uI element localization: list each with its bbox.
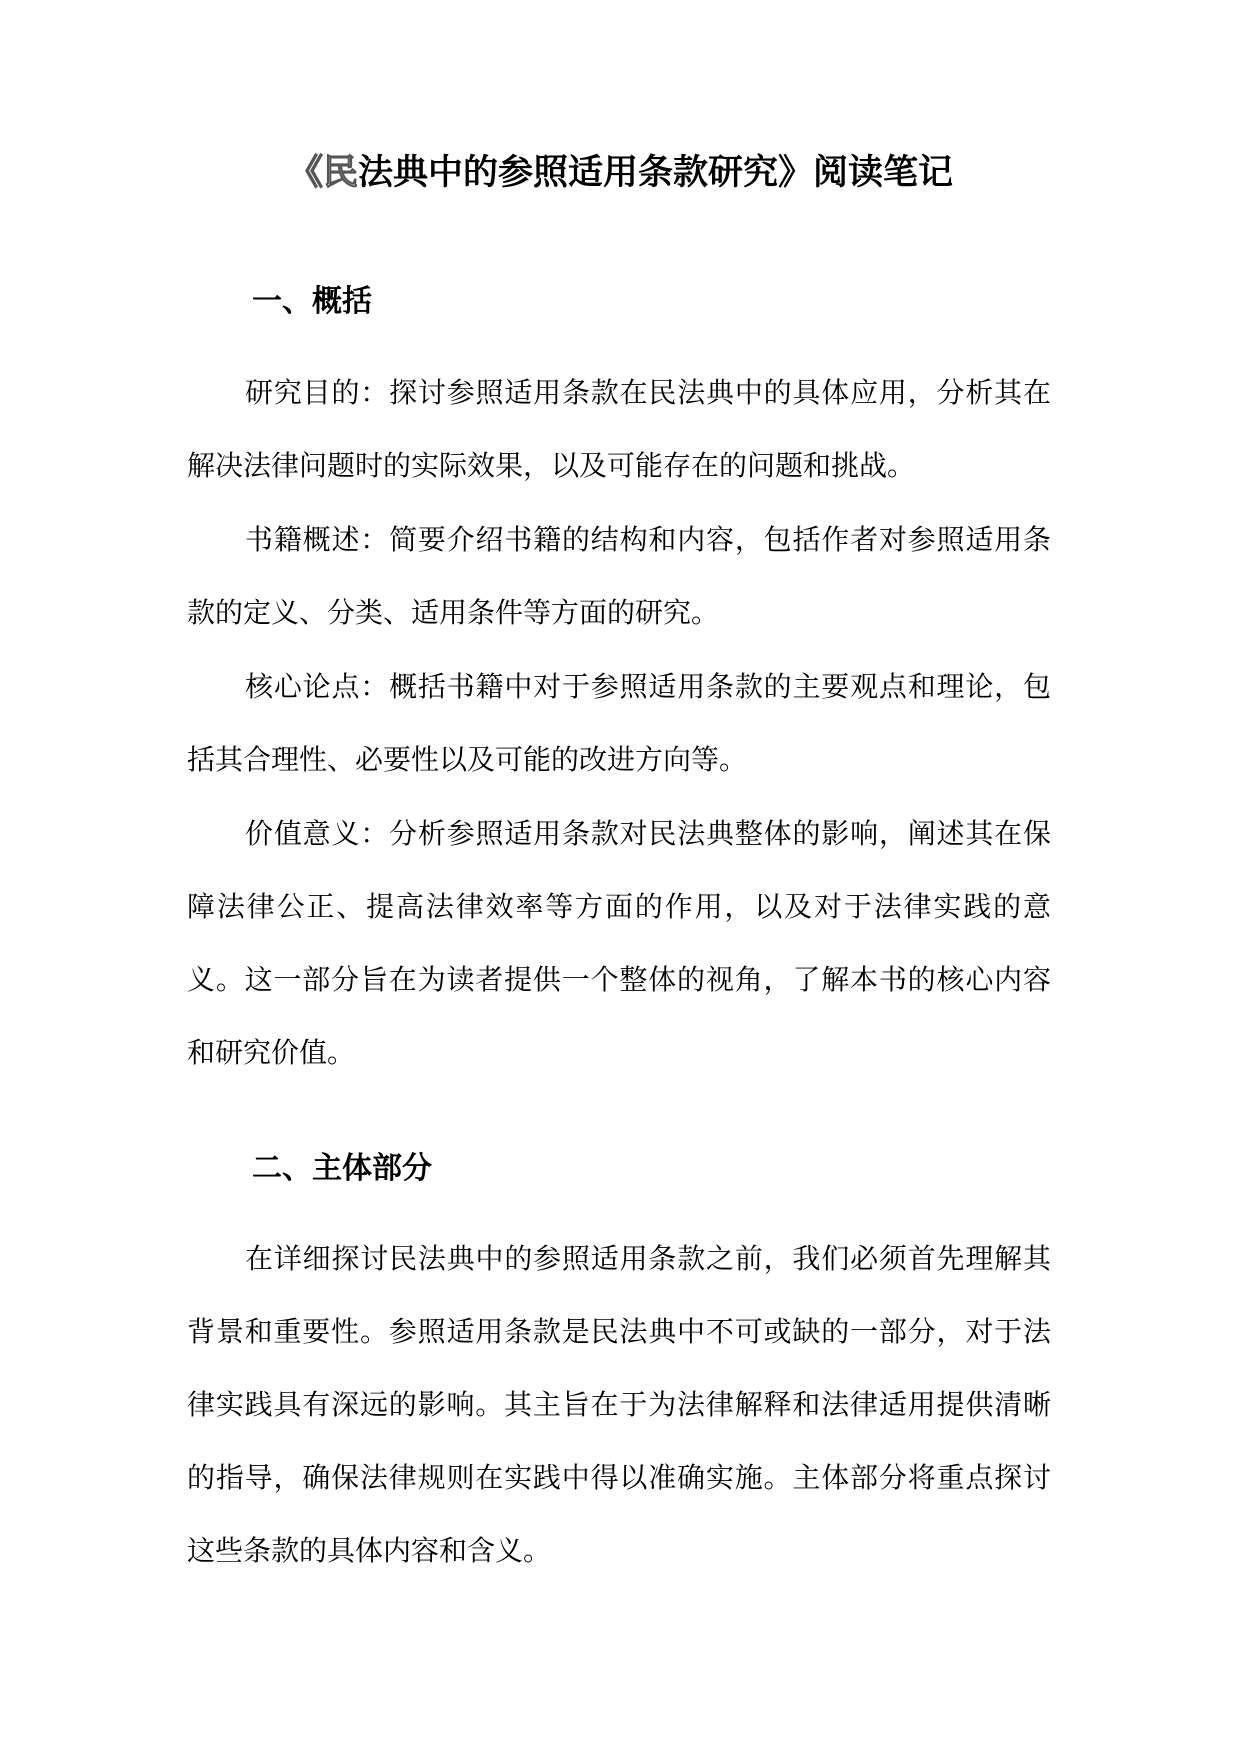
section-heading-summary: 一、概括 (252, 284, 372, 319)
title-outlined-char: 《民 (287, 153, 358, 193)
paragraph-book-overview: 书籍概述：简要介绍书籍的结构和内容，包括作者对参照适用条款的定义、分类、适用条件等方面的研究。 (187, 523, 1051, 629)
section-heading-main-body: 二、主体部分 (252, 1151, 432, 1186)
paragraph-core-arguments: 核心论点：概括书籍中对于参照适用条款的主要观点和理论，包括其合理性、必要性以及可能的改进方向等。 (187, 670, 1051, 776)
paragraph-value-significance: 价值意义：分析参照适用条款对民法典整体的影响，阐述其在保障法律公正、提高法律效率等方面的作用，以及对于法律实践的意义。这一部分旨在为读者提供一个整体的视角，了解本书的核心内容和研究价值。 (187, 817, 1051, 1069)
title-text: 法典中的参照适用条款研究》阅读笔记 (358, 153, 954, 193)
document-title (0, 148, 1241, 198)
paragraph-main-body-intro: 在详细探讨民法典中的参照适用条款之前，我们必须首先理解其背景和重要性。参照适用条款是民法典中不可或缺的一部分，对于法律实践具有深远的影响。其主旨在于为法律解释和法律适用提供清晰的指导，确保法律规则在实践中得以准确实施。主体部分将重点探讨这些条款的具体内容和含义。 (187, 1242, 1051, 1567)
paragraph-research-purpose: 研究目的：探讨参照适用条款在民法典中的具体应用，分析其在解决法律问题时的实际效果，以及可能存在的问题和挑战。 (187, 376, 1051, 482)
